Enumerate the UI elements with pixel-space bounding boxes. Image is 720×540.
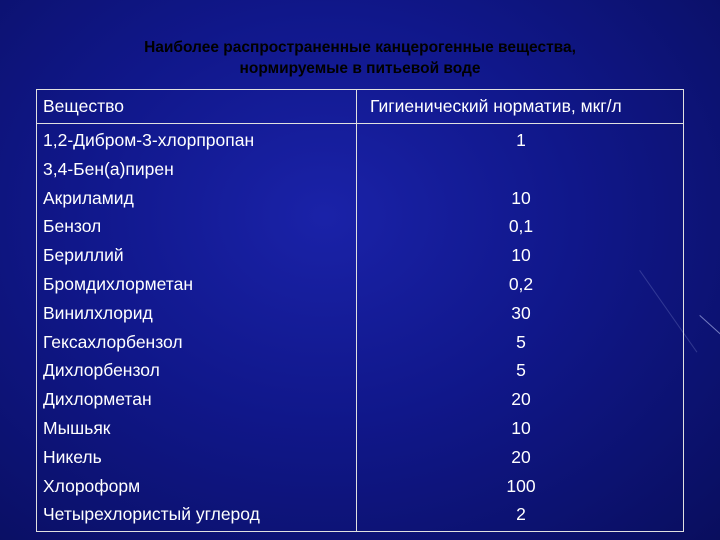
norm-value-cell: 20	[511, 446, 531, 467]
norm-value-cell: 20	[511, 389, 531, 410]
norm-value-cell: 0,1	[508, 216, 534, 237]
table-row	[36, 241, 684, 270]
decorative-line	[699, 315, 720, 349]
table-row	[36, 212, 684, 241]
table-row	[36, 299, 684, 328]
norm-value-cell: 100	[506, 475, 536, 496]
norm-value-cell: 10	[511, 187, 531, 208]
table-row	[36, 356, 684, 385]
substance-cell: Гексахлорбензол	[43, 331, 183, 352]
norm-value-cell: 10	[511, 417, 531, 438]
table-row	[36, 328, 684, 357]
table-row	[36, 155, 684, 184]
substance-cell: Никель	[43, 446, 102, 467]
substance-cell: 1,2-Дибром-3-хлорпропан	[43, 130, 255, 150]
norm-value-cell: 0,2	[508, 273, 534, 294]
header-norm: Гигиенический норматив, мкг/л	[370, 96, 622, 116]
table-row	[36, 184, 684, 213]
table-row	[36, 414, 684, 443]
carcinogens-table	[36, 89, 684, 532]
substance-cell: Хлороформ	[43, 475, 141, 496]
norm-value-cell: 5	[516, 331, 526, 352]
substance-cell: Бериллий	[43, 245, 124, 266]
norm-value-cell: 10	[511, 245, 531, 266]
norm-value-cell: 2	[516, 504, 526, 525]
norm-value-cell: 30	[511, 302, 531, 323]
table-body	[36, 126, 684, 529]
table-row	[36, 270, 684, 299]
substance-cell: 3,4-Бен(а)пирен	[43, 158, 174, 179]
substance-cell: Мышьяк	[43, 417, 111, 438]
table-row	[36, 500, 684, 529]
header-separator	[36, 123, 684, 124]
header-substance: Вещество	[43, 96, 124, 116]
table-row	[36, 443, 684, 472]
substance-cell: Бромдихлорметан	[43, 273, 193, 294]
substance-cell: Четырехлористый углерод	[43, 504, 260, 525]
table-row	[36, 126, 684, 155]
table-row	[36, 472, 684, 501]
substance-cell: Дихлорметан	[43, 389, 152, 410]
slide-title-line-2: нормируемые в питьевой воде	[239, 60, 481, 77]
substance-cell: Дихлорбензол	[43, 360, 160, 381]
substance-cell: Акриламид	[43, 187, 134, 208]
norm-value-cell: 5	[516, 360, 526, 381]
substance-cell: Винилхлорид	[43, 302, 153, 323]
table-row	[36, 385, 684, 414]
substance-cell: Бензол	[43, 216, 102, 237]
norm-value-cell: 1	[516, 130, 526, 150]
slide-title-line-1: Наиболее распространенные канцерогенные вещества,	[144, 39, 576, 56]
